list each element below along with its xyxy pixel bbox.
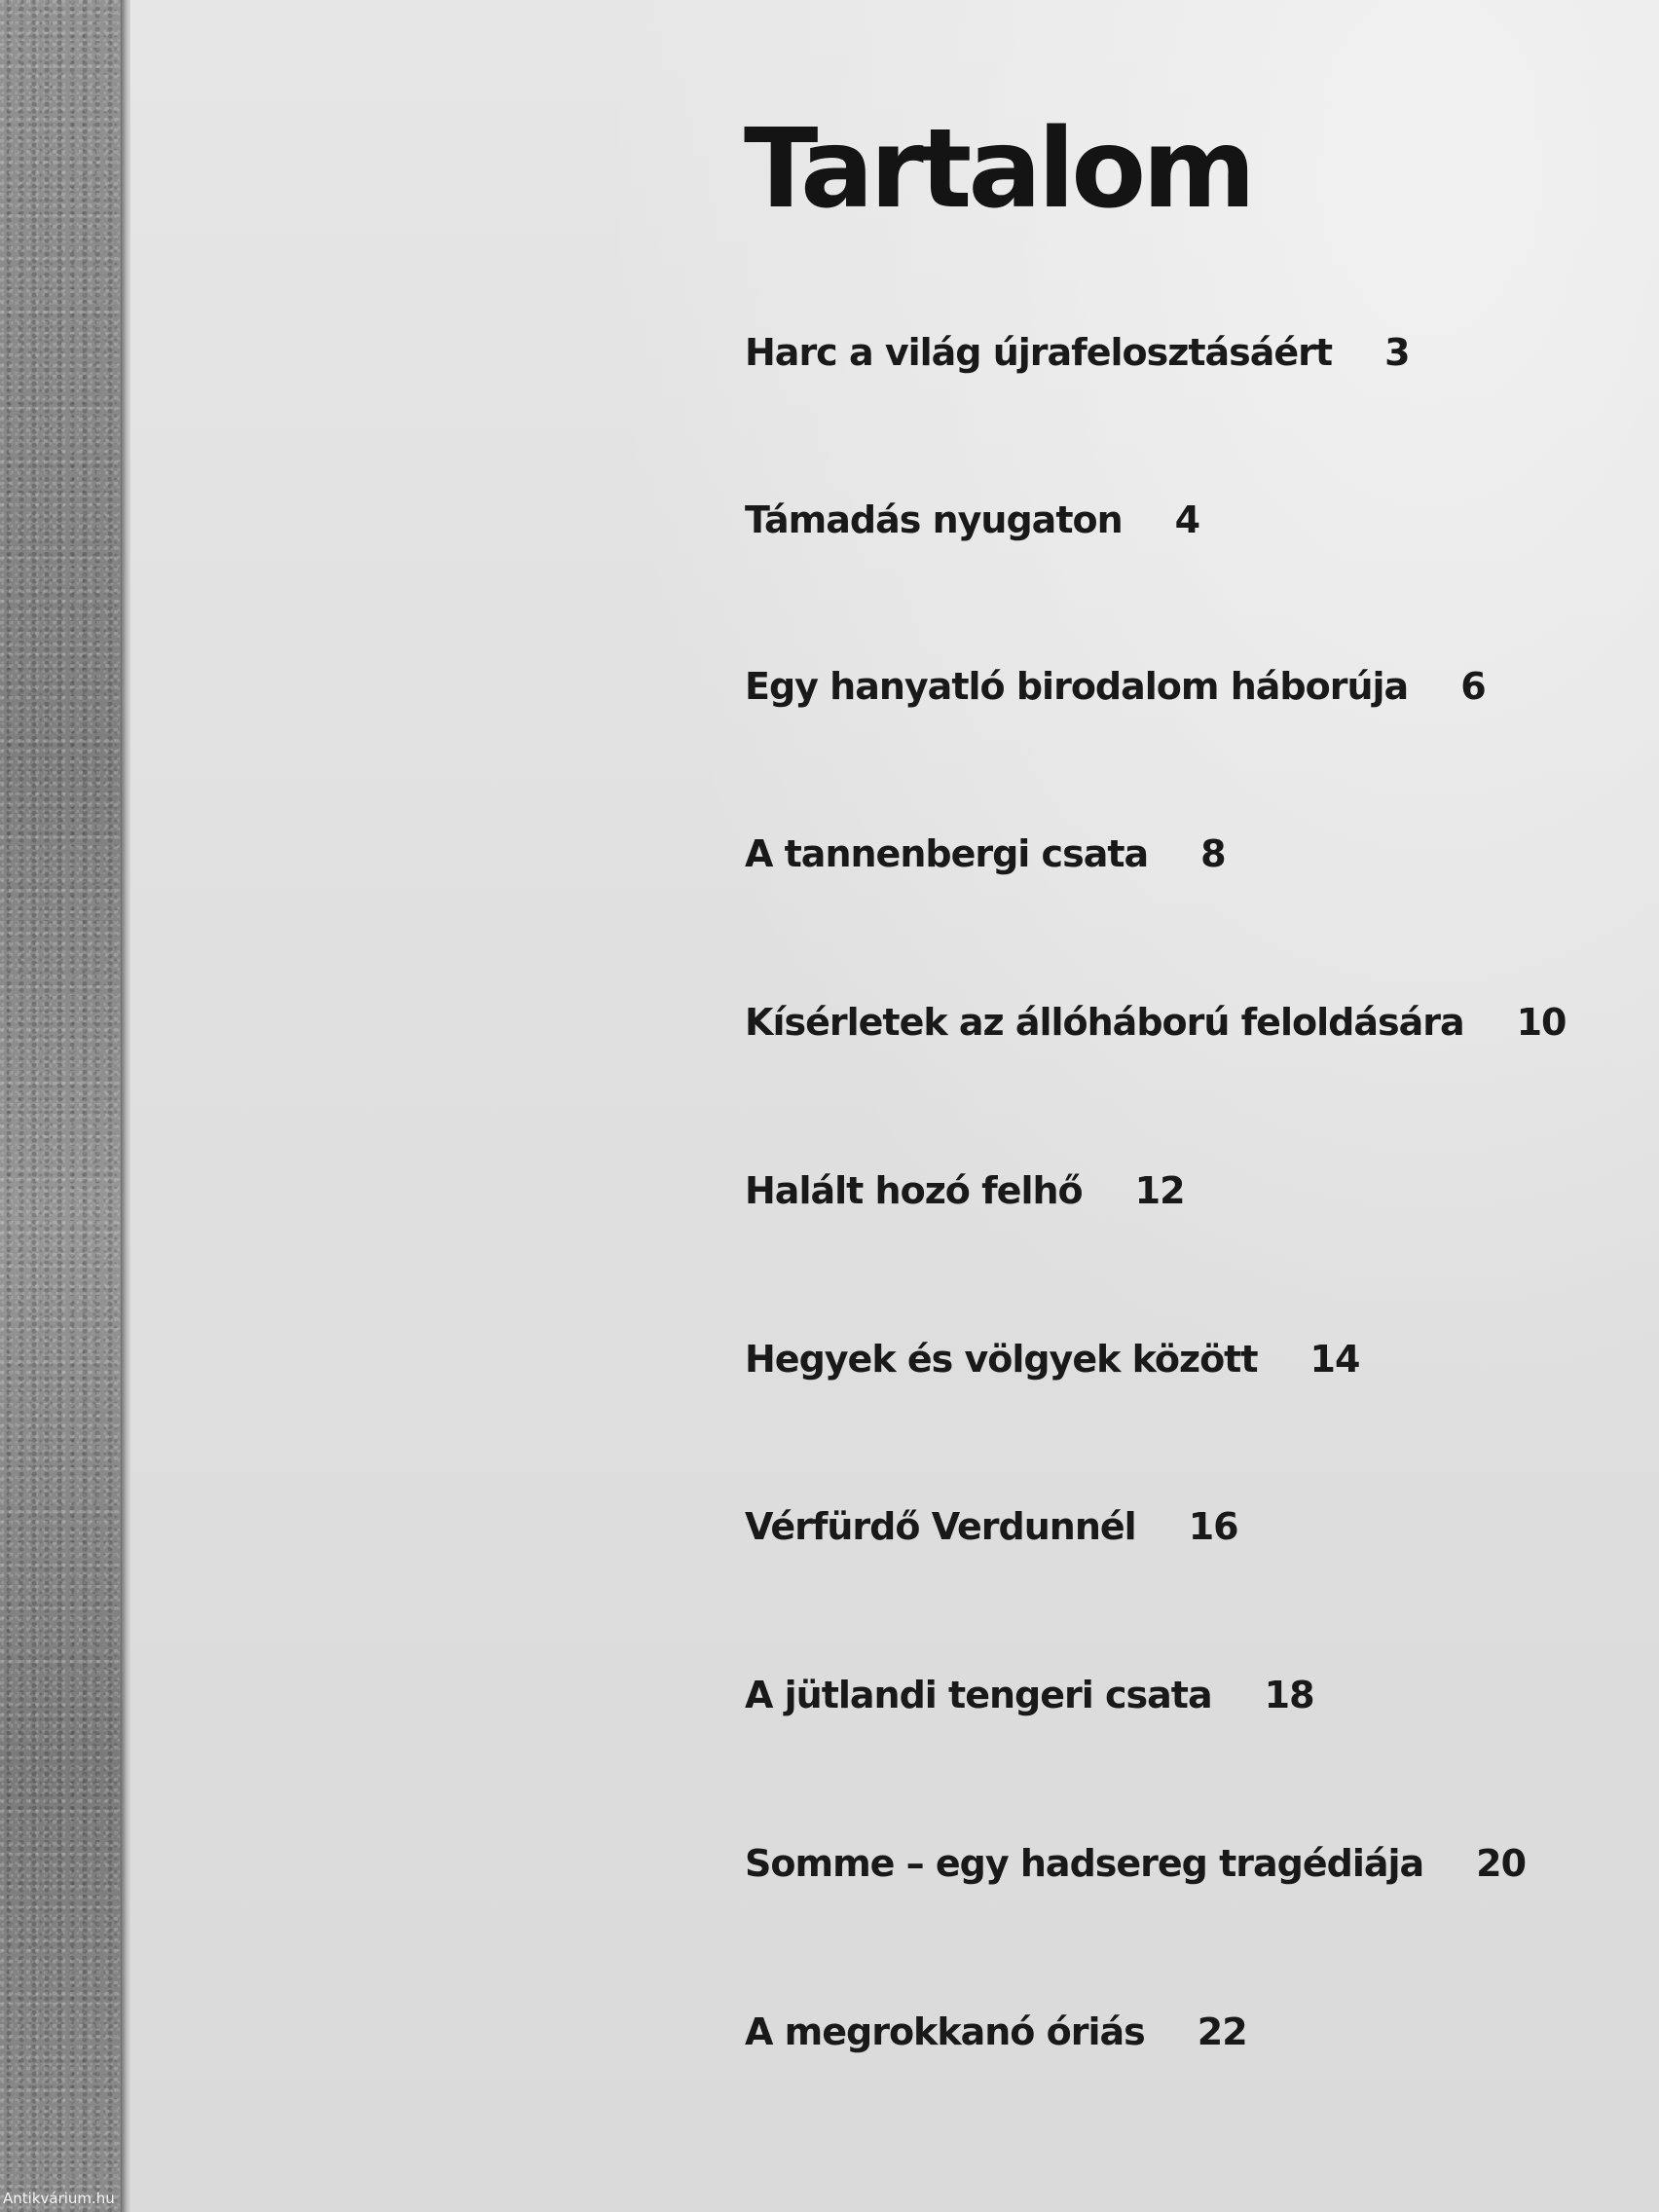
toc-entry-title: Harc a világ újrafelosztásáért — [745, 331, 1333, 374]
toc-entry — [745, 1001, 1567, 1044]
page-title: Tartalom — [744, 106, 1252, 233]
toc-entry — [745, 498, 1200, 541]
toc-entry — [745, 1674, 1314, 1716]
toc-entry — [745, 1338, 1360, 1381]
toc-entry-title: Vérfürdő Verdunnél — [745, 1505, 1136, 1548]
toc-entry — [745, 832, 1226, 875]
toc-entry-page: 14 — [1309, 1338, 1360, 1381]
book-page — [130, 0, 1659, 2212]
toc-entry-title: Halált hozó felhő — [745, 1169, 1083, 1212]
toc-entry — [745, 1169, 1185, 1212]
toc-entry-page: 3 — [1384, 331, 1410, 374]
toc-entry — [745, 331, 1410, 374]
toc-entry-page: 4 — [1174, 498, 1200, 541]
toc-entry-page: 22 — [1197, 2010, 1247, 2053]
toc-entry — [745, 1842, 1527, 1885]
toc-entry-page: 10 — [1516, 1001, 1567, 1044]
toc-entry-title: Kísérletek az állóháború feloldására — [745, 1001, 1464, 1044]
toc-entry-title: A megrokkanó óriás — [745, 2010, 1145, 2053]
toc-entry-title: Somme – egy hadsereg tragédiája — [745, 1842, 1424, 1885]
toc-entry-page: 12 — [1134, 1169, 1185, 1212]
toc-entry-page: 20 — [1476, 1842, 1527, 1885]
source-watermark: Antikvárium.hu — [3, 2190, 115, 2207]
toc-entry-title: A tannenbergi csata — [745, 832, 1149, 875]
toc-entry-page: 6 — [1460, 665, 1486, 708]
toc-entry-title: Hegyek és völgyek között — [745, 1338, 1258, 1381]
toc-entry-title: Támadás nyugaton — [745, 498, 1123, 541]
toc-entry-page: 18 — [1264, 1674, 1314, 1716]
toc-entry — [745, 1505, 1238, 1548]
toc-entry-page: 8 — [1200, 832, 1226, 875]
page-gutter-edge — [121, 0, 130, 2212]
toc-entry-title: A jütlandi tengeri csata — [745, 1674, 1212, 1716]
toc-entry — [745, 665, 1486, 708]
toc-entry-title: Egy hanyatló birodalom háborúja — [745, 665, 1409, 708]
toc-entry-page: 16 — [1188, 1505, 1238, 1548]
toc-entry — [745, 2010, 1247, 2053]
book-spine-texture — [0, 0, 127, 2212]
